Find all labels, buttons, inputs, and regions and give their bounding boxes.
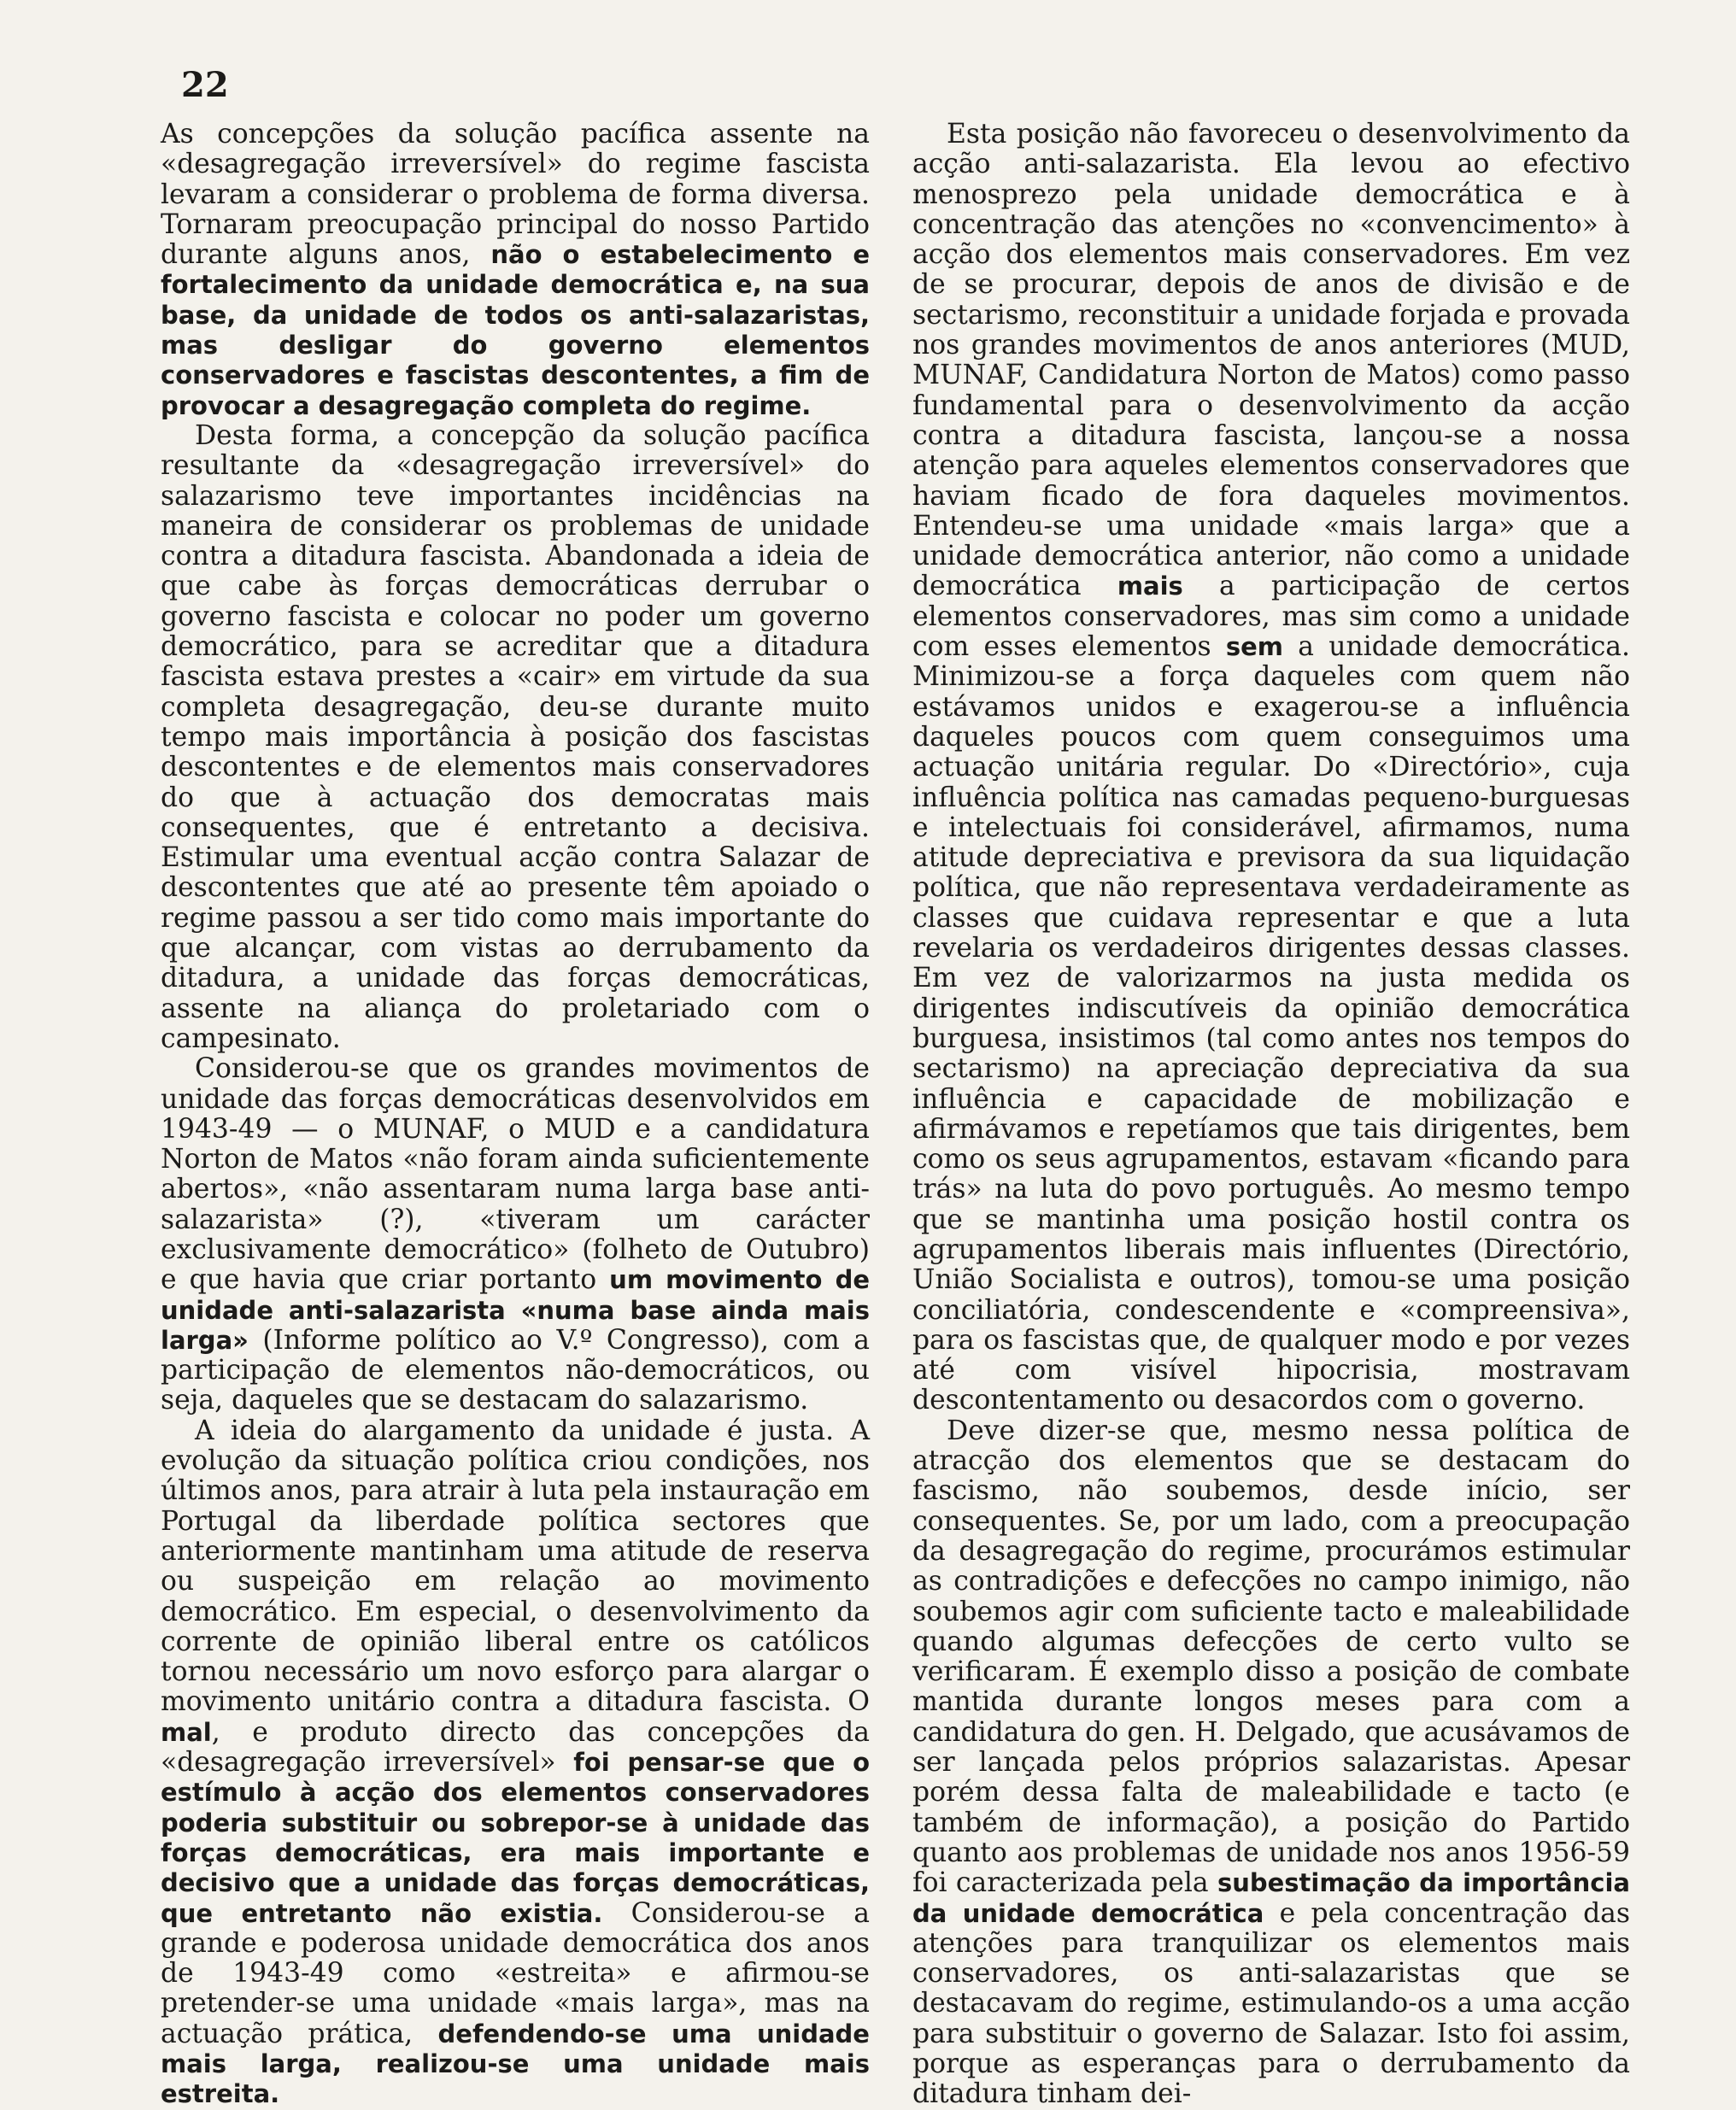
text-run: Deve dizer-se que, mesmo nessa política de atracção dos elementos que se destacam do fascismo, não soubemos, desde início, ser consequentes. Se, por um lado, com a preocupação da desagregação do regime, procurámos estimular as contradições e defecções no campo inimigo, não soubemos agir com suficiente tacto e maleabilidade quando algumas defecções de certo vulto se verificaram. É exemplo disso a posição de combate mantida durante longos meses para com a candidatura do gen. H. Delgado, que acusávamos de ser lançada pelos próprios salazaristas. Apesar porém dessa falta de maleabilidade e tacto (e também de informação), a posição do Partido quanto aos problemas de unidade nos anos 1956-59 foi caracterizada pela <box>912 1415 1630 1899</box>
bold-text-run: subestimação da importância da unidade democrática <box>912 1868 1630 1928</box>
bold-text-run: foi pensar-se que o estímulo à acção dos elementos conservadores poderia substituir ou sobrepor-se à unidade das forças democráticas, era mais importante e decisivo que a unidade das forças democráticas, que entretanto não existia. <box>161 1748 870 1928</box>
text-run: a unidade democrática. Minimizou-se a força daqueles com quem não estávamos unidos e exagerou-se a influência daqueles poucos com quem conseguimos uma actuação unitária regular. Do «Directório», cuja influência política nas camadas pequeno-burguesas e intelectuais foi considerável, afirmamos, numa atitude depreciativa e previsora da sua liquidação política, que não representava verdadeiramente as classes que cuidava representar e que a luta revelaria os verdadeiros dirigentes dessas classes. Em vez de valorizarmos na justa medida os dirigentes indiscutíveis da opinião democrática burguesa, insistimos (tal como antes nos tempos do sectarismo) na apreciação depreciativa da sua influência e capacidade de mobilização e afirmávamos e repetíamos que tais dirigentes, bem como os seus agrupamentos, estavam «ficando para trás» na luta do povo português. Ao mesmo tempo que se mantinha uma posição hostil contra os agrupamentos liberais mais influentes (Directório, União Socialista e outros), tomou-se uma posição conciliatória, condescendente e «compreensiva», para os fascistas que, de qualquer modo e por vezes até com visível hipocrisia, mostravam descontentamento ou desacordos com o governo. <box>912 631 1630 1416</box>
text-run: e pela concentração das atenções para tranquilizar os elementos mais conservadores, os anti-salazaristas que se destacavam do regime, estimulando-os a uma acção para substituir o governo de Salazar. Isto foi assim, porque as esperanças para o derrubamento da ditadura tinham dei- <box>912 1897 1631 2110</box>
bold-text-run: não o estabelecimento e fortalecimento da unidade democrática e, na sua base, da unidade de todos os anti-salazaristas, mas desligar do governo elementos conservadores e fascistas descontentes, a fim de provocar a desagregação completa do regime. <box>161 240 870 420</box>
text-run: Esta posição não favoreceu o desenvolvimento da acção anti-salazarista. Ela levou ao efectivo menosprezo pela unidade democrática e à concentração das atenções no «convencimento» à acção dos elementos mais conservadores. Em vez de se procurar, depois de anos de divisão e de sectarismo, reconstituir a unidade forjada e provada nos grandes movimentos de anos anteriores (MUD, MUNAF, Candidatura Norton de Matos) como passo fundamental para o desenvolvimento da acção contra a ditadura fascista, lançou-se a nossa atenção para aqueles elementos conservadores que haviam ficado de fora daqueles movimentos. Entendeu-se uma unidade «mais larga» que a unidade democrática anterior, não como a unidade democrática <box>912 119 1630 602</box>
text-run: Considerou-se a grande e poderosa unidade democrática dos anos de 1943-49 como «estreita» e afirmou-se pretender-se uma unidade «mais larga», mas na actuação prática, <box>161 1897 870 2049</box>
left-column <box>161 120 870 2110</box>
bold-text-run: mal <box>161 1717 212 1747</box>
page-number: 22 <box>181 65 229 105</box>
paragraph <box>912 1416 1630 2110</box>
paragraph <box>161 120 870 421</box>
bold-text-run: mais <box>1117 571 1183 601</box>
paragraph <box>161 1416 870 2110</box>
bold-text-run: defendendo-se uma unidade mais larga, realizou-se uma unidade mais estreita. <box>161 2019 870 2109</box>
bold-text-run: um movimento de unidade anti-salazarista «numa base ainda mais larga» <box>161 1265 870 1355</box>
text-run: As concepções da solução pacífica assente na «desagregação irreversível» do regime fascista levaram a considerar o problema de forma diversa. Tornaram preocupação principal do nosso Partido durante alguns anos, <box>161 119 870 271</box>
text-run: A ideia do alargamento da unidade é justa. A evolução da situação política criou condições, nos últimos anos, para atrair à luta pela instauração em Portugal da liberdade política sectores que anteriormente mantinham uma atitude de reserva ou suspeição em relação ao movimento democrático. Em especial, o desenvolvimento da corrente de opinião liberal entre os católicos tornou necessário um novo esforço para alargar o movimento unitário contra a ditadura fascista. O <box>161 1415 870 1718</box>
text-run: , e produto directo das concepções da «desagregação irreversível» <box>161 1716 870 1779</box>
text-run: (Informe político ao V.º Congresso), com a participação de elementos não-democráticos, ou seja, daqueles que se destacam do salazarismo. <box>161 1324 870 1416</box>
paragraph <box>912 120 1630 1416</box>
paragraph <box>161 1054 870 1416</box>
text-run: a participação de certos elementos conservadores, mas sim como a unidade com esses elementos <box>912 571 1630 663</box>
text-run: Considerou-se que os grandes movimentos de unidade das forças democráticas desenvolvidos em 1943-49 — o MUNAF, o MUD e a candidatura Norton de Matos «não foram ainda suficientemente abertos», «não assentaram numa larga base anti-salazarista» (?), «tiveram um carácter exclusivamente democrático» (folheto de Outubro) e que havia que criar portanto <box>161 1053 870 1296</box>
bold-text-run: sem <box>1225 632 1284 662</box>
right-column <box>912 120 1630 2110</box>
text-run: Desta forma, a concepção da solução pacífica resultante da «desagregação irreversível» do salazarismo teve importantes incidências na maneira de considerar os problemas de unidade contra a ditadura fascista. Abandonada a ideia de que cabe às forças democráticas derrubar o governo fascista e colocar no poder um governo democrático, para se acreditar que a ditadura fascista estava prestes a «cair» em virtude da sua completa desagregação, deu-se durante muito tempo mais importância à posição dos fascistas descontentes e de elementos mais conservadores do que à actuação dos democratas mais consequentes, que é entretanto a decisiva. Estimular uma eventual acção contra Salazar de descontentes que até ao presente têm apoiado o regime passou a ser tido como mais importante do que alcançar, com vistas ao derrubamento da ditadura, a unidade das forças democráticas, assente na aliança do proletariado com o campesinato. <box>161 419 870 1054</box>
paragraph <box>161 421 870 1054</box>
